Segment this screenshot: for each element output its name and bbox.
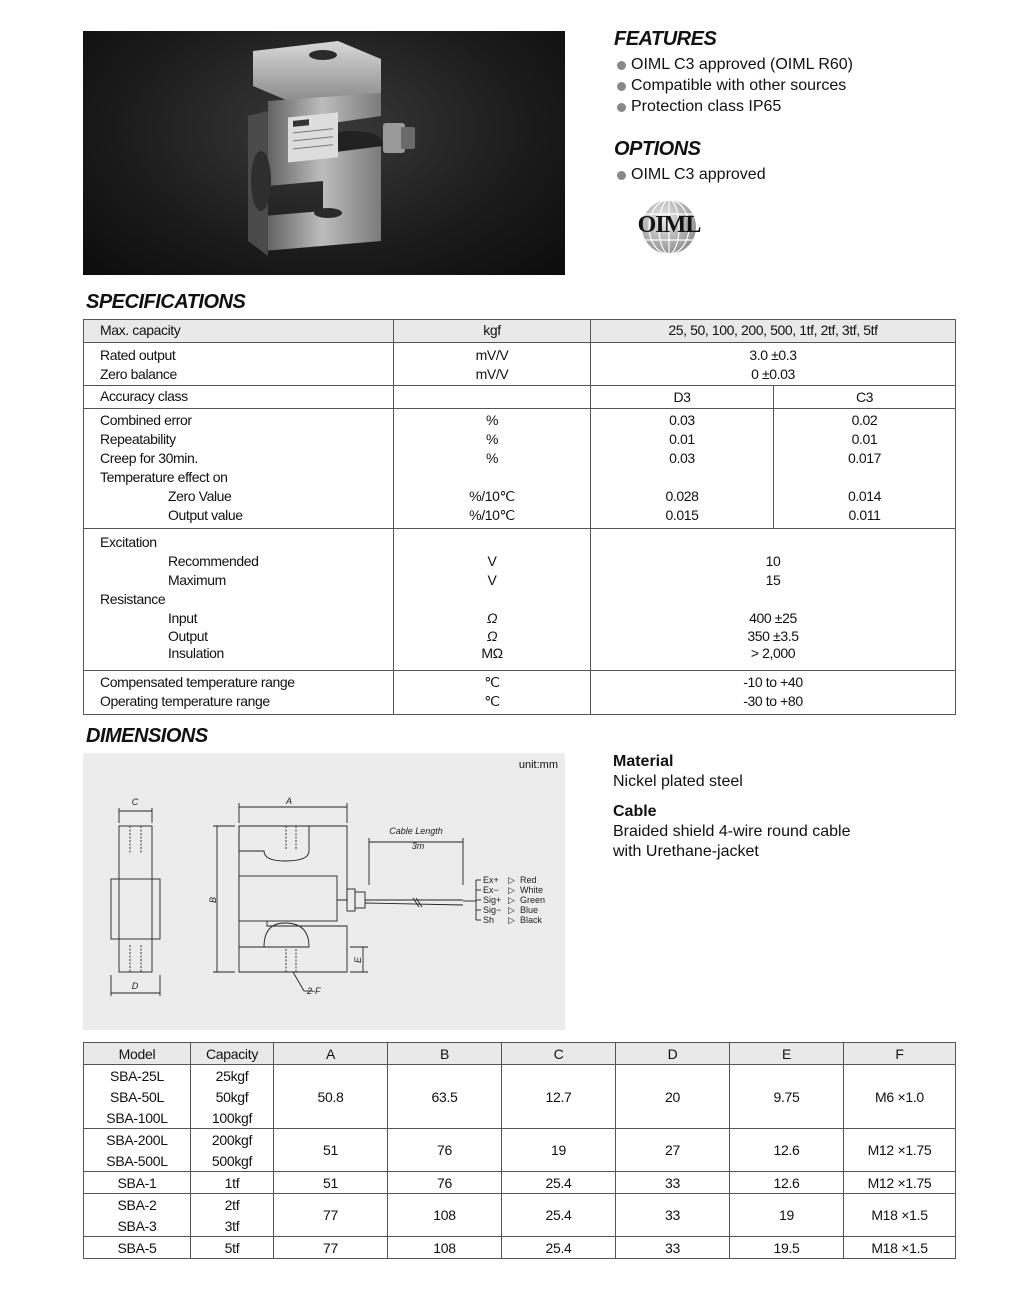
options-title: OPTIONS (614, 138, 701, 160)
dim-header-row: Model Capacity A B C D E F (84, 1043, 956, 1065)
dim-row: SBA-25L 25kgf 50.8 63.5 12.7 20 9.75 M6 ×1.0 (84, 1065, 956, 1087)
feature-item: Compatible with other sources (614, 75, 853, 96)
specifications-table (83, 319, 956, 715)
dim-row: SBA-3 3tf (84, 1215, 956, 1237)
svg-text:C: C (131, 797, 139, 807)
spec-row: Excitation Recommended Maximum Resistance Input Output Insulation V V Ω Ω MΩ 10 15 400 ±25 350 ±3.5 > 2,000 (84, 529, 956, 671)
svg-text:Cable Length: Cable Length (389, 826, 443, 836)
svg-text:A: A (285, 796, 293, 806)
svg-text:2-F: 2-F (307, 986, 321, 996)
dim-row: SBA-200L 200kgf 51 76 19 27 12.6 M12 ×1.75 (84, 1129, 956, 1151)
svg-text:▷: ▷ (508, 895, 515, 905)
svg-text:▷: ▷ (508, 915, 515, 925)
cable-label: Cable (613, 803, 657, 820)
svg-text:D: D (131, 981, 139, 991)
svg-text:Black: Black (520, 915, 543, 925)
material-label: Material (613, 753, 674, 770)
specifications-title: SPECIFICATIONS (86, 291, 246, 313)
svg-text:Sh: Sh (483, 915, 495, 925)
material-value: Nickel plated steel (613, 773, 743, 790)
dim-row: SBA-100L 100kgf (84, 1107, 956, 1129)
material-block (613, 752, 743, 792)
product-photo (83, 31, 565, 275)
features-list (614, 54, 853, 117)
dim-row: SBA-5 5tf 77 108 25.4 33 19.5 M18 ×1.5 (84, 1237, 956, 1259)
svg-text:Sig+: Sig+ (483, 895, 502, 905)
svg-text:E: E (353, 956, 363, 964)
spec-row: Compensated temperature range Operating temperature range ℃ ℃ -10 to +40 -30 to +80 (84, 671, 956, 715)
dimensions-title: DIMENSIONS (86, 725, 208, 747)
svg-text:Blue: Blue (520, 905, 539, 915)
svg-text:Green: Green (520, 895, 546, 905)
svg-text:White: White (520, 885, 544, 895)
svg-text:Ex+: Ex+ (483, 875, 499, 885)
dim-row: SBA-2 2tf 77 108 25.4 33 19 M18 ×1.5 (84, 1194, 956, 1216)
svg-text:▷: ▷ (508, 885, 515, 895)
svg-text:3m: 3m (411, 841, 425, 851)
unit-note: unit:mm (518, 759, 558, 771)
dim-row: SBA-1 1tf 51 76 25.4 33 12.6 M12 ×1.75 (84, 1172, 956, 1194)
svg-text:▷: ▷ (508, 905, 515, 915)
svg-text:Red: Red (520, 875, 537, 885)
dim-row: SBA-50L 50kgf (84, 1086, 956, 1107)
svg-text:▷: ▷ (508, 875, 515, 885)
cable-value-line2: with Urethane-jacket (613, 843, 759, 860)
spec-row: Accuracy class D3 C3 (84, 386, 956, 409)
spec-row: Rated output Zero balance mV/V mV/V 3.0 ±0.3 0 ±0.03 (84, 343, 956, 386)
svg-text:Sig−: Sig− (483, 905, 502, 915)
cable-block (613, 802, 850, 862)
dim-row: SBA-500L 500kgf (84, 1150, 956, 1172)
oiml-logo (632, 198, 706, 256)
svg-text:B: B (208, 896, 218, 904)
dimension-drawing (83, 753, 565, 1030)
svg-text:Ex−: Ex− (483, 885, 499, 895)
features-title: FEATURES (614, 28, 717, 50)
feature-item: OIML C3 approved (OIML R60) (614, 54, 853, 75)
options-list (614, 164, 766, 185)
dimensions-table (83, 1042, 956, 1259)
oiml-logo-text: OIML (637, 212, 701, 238)
spec-row: Max. capacity kgf 25, 50, 100, 200, 500, 1tf, 2tf, 3tf, 5tf (84, 320, 956, 343)
spec-row: Combined error Repeatability Creep for 30min. Temperature effect on Zero Value Output value % % % %/10℃ %/10℃ 0.03 0.01 0.03 0.028 0.015 0.02 0.01 0.017 0.014 0.011 (84, 409, 956, 529)
feature-item: Protection class IP65 (614, 96, 853, 117)
option-item: OIML C3 approved (614, 164, 766, 185)
cable-value-line1: Braided shield 4-wire round cable (613, 823, 851, 840)
